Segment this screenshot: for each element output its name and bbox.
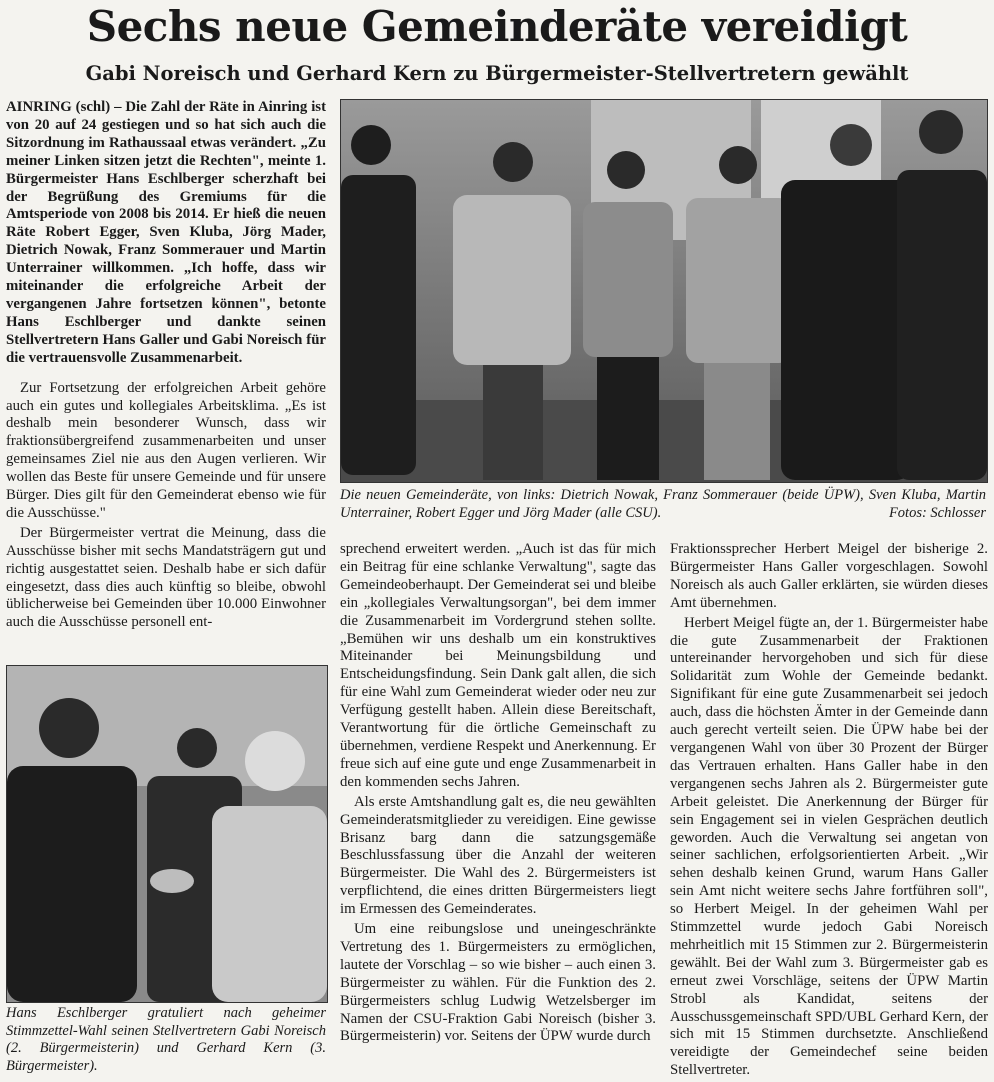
photo-credit: Fotos: Schlosser <box>888 504 986 521</box>
subheadline: Gabi Noreisch und Gerhard Kern zu Bürgermeister-Stellvertretern gewählt <box>85 62 909 85</box>
photo-congratulation <box>6 665 328 1003</box>
article-column-1 <box>6 99 326 634</box>
photo-illustration <box>7 666 327 1002</box>
dateline: AINRING (schl) – <box>6 99 122 115</box>
article-column-2 <box>340 541 656 1048</box>
photo-top-caption <box>340 487 986 522</box>
body-paragraph: Um eine reibungslose und uneingeschränkte Vertretung des 1. Bürgermeisters zu ermöglichen, lautete der Vorschlag – so wie bisher – auch einen 3. Bürgermeister zu wählen. Für die Funktion des 2. Bürgermeisters schlug Ludwig Wetzelsberger im Namen der CSU-Fraktion Gabi Noreisch (bisher 3. Bürgermeisterin) vor. Seitens der ÜPW wurde durch <box>340 921 656 1045</box>
body-paragraph: Herbert Meigel fügte an, der 1. Bürgermeister habe die gute Zusammenarbeit der Fraktionen untereinander hervorgehoben und sich für diese Solidarität zum Wohle der Gemeinde bedankt. Signifikant für eine gute Zusammenarbeit sei jedoch auch, dass die höchsten Ämter in der Gemeinde dann auch gerecht verteilt seien. Die ÜPW habe bei der vergangenen Wahl von über 30 Prozent der Bürger das Vertrauen erhalten. Hans Galler habe in den vergangenen sechs Jahren als 2. Bürgermeister gute Arbeit geleistet. Die Anerkennung der Bürger für sein Engagement sei in vielen Gesprächen deutlich geworden. Auch die Verwaltung sei angetan von seiner sachlichen, erfolgsorientierten Arbeit. „Wir sehen deshalb keinen Grund, warum Hans Galler sein Amt nicht weitere sechs Jahre fortführen soll", so Herbert Meigel. In der geheimen Wahl per Stimmzettel wurde jedoch Gabi Noreisch mehrheitlich mit 15 Stimmen zur 2. Bürgermeisterin gewählt. Bei der Wahl zum 3. Bürgermeister gab es erneut zwei Vorschläge, seitens der ÜPW Martin Strobl als Kandidat, seitens der Ausschussgemeinschaft SPD/UBL Gerhard Kern, der sich mit 15 Stimmen durchsetzte. Anschließend vereidigte der Gemeindechef seine beiden Stellvertreter. <box>670 614 988 1079</box>
body-paragraph: Als erste Amtshandlung galt es, die neu gewählten Gemeinderatsmitglieder zu vereidigen. Eine gewisse Brisanz barg dann die satzungsgemäße Beschlussfassung über die Anzahl der weiteren Bürgermeister. Die Wahl des 2. Bürgermeisters ist verpflichtend, die eines dritten Bürgermeisters liegt im Ermessen des Gemeinderates. <box>340 793 656 918</box>
body-paragraph: Der Bürgermeister vertrat die Meinung, dass die Ausschüsse bisher mit sechs Mandatsträgern gut und richtig ausgestattet seien. Deshalb habe er sich dafür eingesetzt, dass dies auch künftig so bleibe, obwohl üblicherweise bei Gemeinden über 10.000 Einwohner auch die Ausschüsse personell ent- <box>6 524 326 631</box>
caption-text: Die neuen Gemeinderäte, von links: Dietrich Nowak, Franz Sommerauer (beide ÜPW), Sven Kluba, Martin Unterrainer, Robert Egger und Jörg Mader (alle CSU). <box>340 487 986 521</box>
body-paragraph: sprechend erweitert werden. „Auch ist das für mich ein Beitrag für eine schlanke Verwaltung", sagte das Gemeindeoberhaupt. Der Gemeinderat sei und bleibe ein „kollegiales Verwaltungsorgan", bei dem immer die Zusammenarbeit im Vordergrund stehen sollte. „Bemühen wir uns deshalb um ein konstruktives Miteinander bei Meinungsbildung und Entscheidungsfindung. Sein Dank galt allen, die sich für eine Wahl zum Gemeinderat wieder oder neu zur Verfügung gestellt haben. Allein diese Bereitschaft, Verantwortung für die örtliche Gemeinschaft zu übernehmen, verdiene Respekt und Anerkennung. Er freue sich auf eine gute und enge Zusammenarbeit in den kommenden sechs Jahren. <box>340 541 656 790</box>
photo-illustration <box>341 100 987 482</box>
body-paragraph: Zur Fortsetzung der erfolgreichen Arbeit gehöre auch ein gutes und kollegiales Arbeitsklima. „Es ist deshalb mein besonderer Wunsch, dass wir fraktionsübergreifend zusammenarbeiten und unser gemeinsames Ziel nie aus den Augen verlieren. Wir wollen das Beste für unsere Gemeinde und für unsere Bürger. Dies gilt für den Gemeinderat ebenso wie für die Ausschüsse." <box>6 379 326 521</box>
photo-bottom-caption: Hans Eschlberger gratuliert nach geheimer Stimmzettel-Wahl seinen Stellvertretern Gabi Noreisch (2. Bürgermeisterin) und Gerhard Kern (3. Bürgermeister). <box>6 1005 326 1074</box>
photo-new-councillors <box>340 99 988 483</box>
lead-paragraph <box>6 99 326 368</box>
body-paragraph: Fraktionssprecher Herbert Meigel der bisherige 2. Bürgermeister Hans Galler vorgeschlagen. Sowohl Noreisch als auch Galler erklärten, sie würden dieses Amt übernehmen. <box>670 541 988 611</box>
headline: Sechs neue Gemeinderäte vereidigt <box>86 2 908 51</box>
lead-text: Die Zahl der Räte in Ainring ist von 20 auf 24 gestiegen und so hat sich auch die Sitzordnung im Rathaussaal etwas verändert. „Zu meiner Linken sitzen jetzt die Rechten", meinte 1. Bürgermeister Hans Eschlberger scherzhaft bei der Begrüßung des Gremiums für die Amtsperiode von 2008 bis 2014. Er hieß die neuen Räte Robert Egger, Sven Kluba, Jörg Mader, Dietrich Nowak, Franz Sommerauer und Martin Unterrainer willkommen. „Ich hoffe, dass wir miteinander die erfolgreiche Arbeit der vergangenen Jahre fortsetzen können", betonte Hans Eschlberger und dankte seinen Stellvertretern Hans Galler und Gabi Noreisch für die vertrauensvolle Zusammenarbeit. <box>6 99 326 366</box>
article-column-3 <box>670 541 988 1082</box>
